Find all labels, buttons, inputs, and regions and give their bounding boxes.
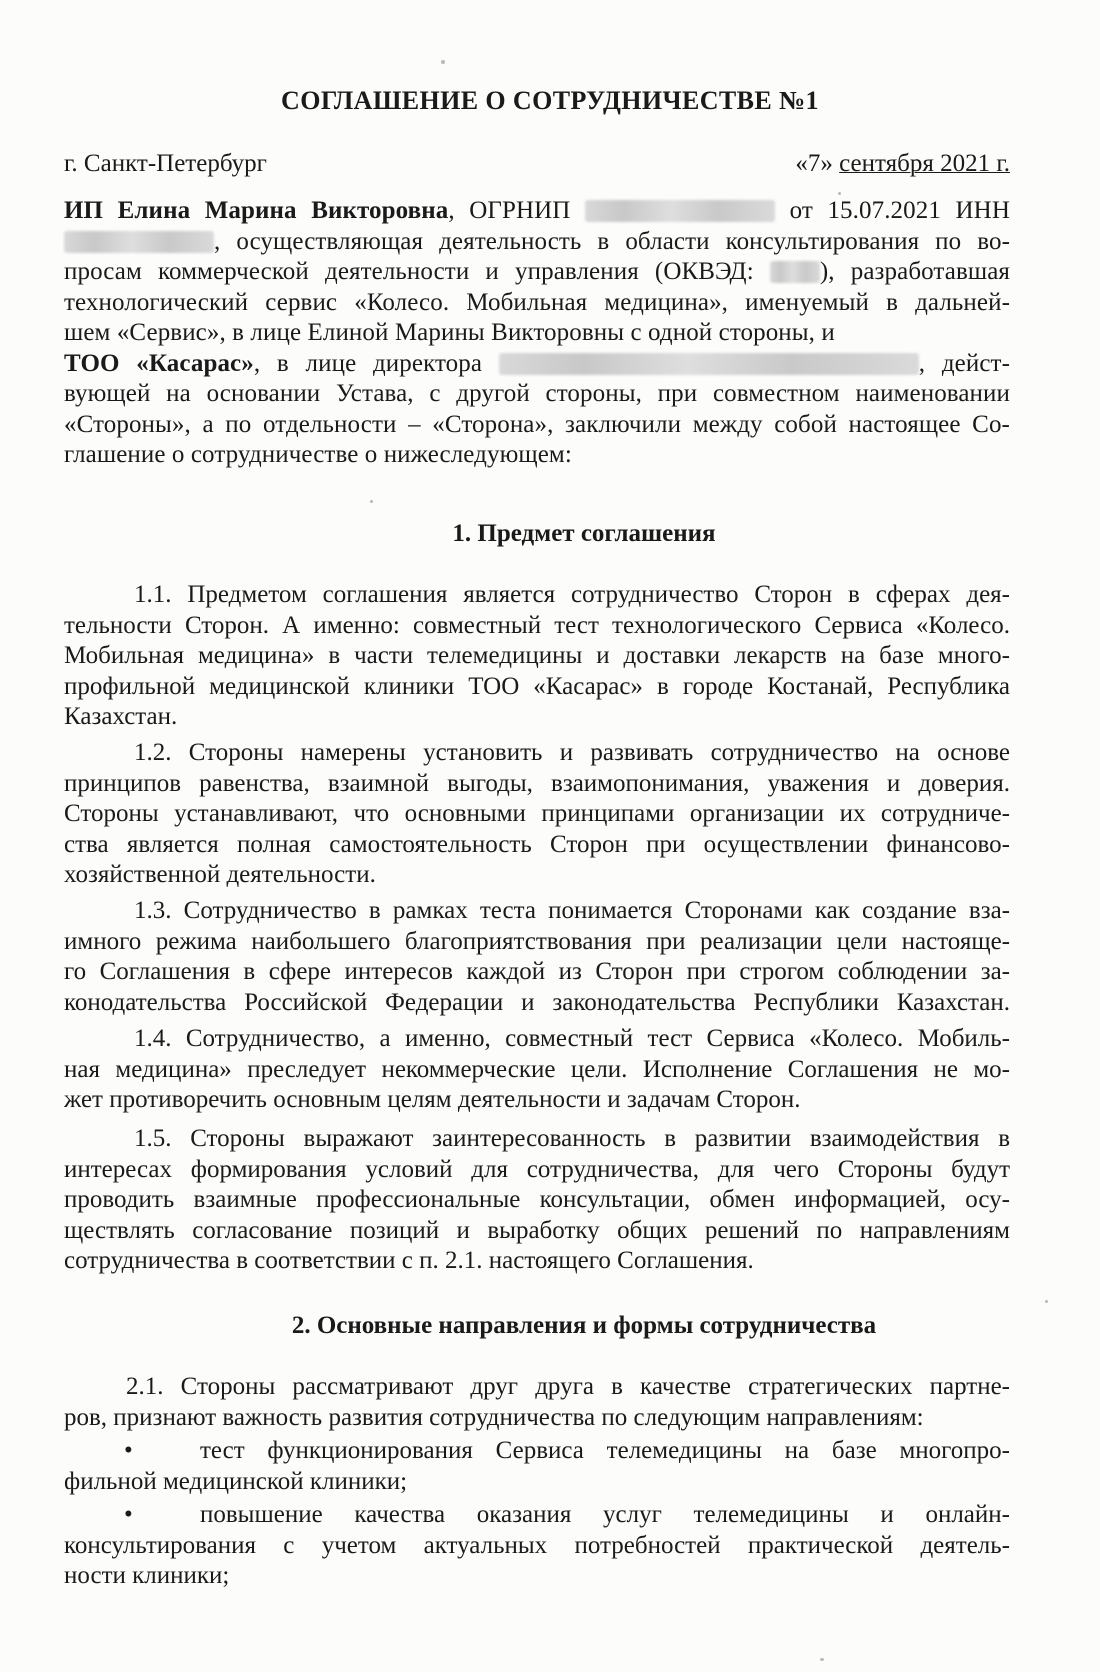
clause-1-2 bbox=[64, 738, 1010, 891]
scan-speck bbox=[838, 192, 841, 195]
clause-line: 1.5. Стороны выражают заинтересованность в развитии взаимодействия в bbox=[134, 1125, 1010, 1152]
clause-line: конодательства Российской Федерации и законодательства Республики Казахстан. bbox=[64, 988, 1010, 1016]
clause-line: ществлять согласование позиций и выработку общих решений по направлениям bbox=[64, 1216, 1010, 1244]
scan-speck bbox=[1045, 1300, 1048, 1303]
intro-text: ), разработавшая bbox=[819, 258, 1010, 285]
scan-speck bbox=[441, 60, 445, 64]
bullet-line: тест функционирования Сервиса телемедицины на базе многопро- bbox=[200, 1437, 1010, 1464]
intro-text: от 15.07.2021 ИНН bbox=[789, 197, 1010, 224]
intro-line: вующей на основании Устава, с другой стороны, при совместном наименовании bbox=[64, 380, 1010, 407]
intro-line bbox=[64, 257, 1010, 288]
intro-text: , осуществляющая деятельность в области консультирования по во- bbox=[214, 227, 1010, 255]
clause-line: принципов равенства, взаимной выгоды, взаимопонимания, уважения и доверия. bbox=[64, 769, 1010, 797]
clause-1-1 bbox=[64, 580, 1010, 733]
party-2-name: ТОО «Касарас» bbox=[64, 349, 254, 377]
clause-1-4 bbox=[64, 1024, 1010, 1116]
clause-line: Стороны устанавливают, что основными принципами организации их сотрудниче- bbox=[64, 800, 1010, 827]
clause-line: Казахстан. bbox=[64, 703, 178, 730]
clause-line: Мобильная медицина» в части телемедицины и доставки лекарств на базе много- bbox=[64, 642, 1010, 669]
clause-line: 2.1. Стороны рассматривают друг друга в качестве стратегических партне- bbox=[126, 1373, 1010, 1400]
bullet-item bbox=[64, 1436, 1010, 1497]
redacted-director-name bbox=[499, 353, 919, 375]
section-1-heading: 1. Предмет соглашения bbox=[452, 520, 716, 547]
intro-text: , в лице директора bbox=[253, 349, 483, 377]
bullet-item bbox=[64, 1500, 1010, 1592]
intro-text: , ОГРНИП bbox=[448, 197, 571, 224]
clause-line: проводить взаимные профессиональные консультации, обмен информацией, осу- bbox=[64, 1186, 1010, 1213]
date bbox=[795, 150, 1010, 178]
intro-text: просам коммерческой деятельности и управления (ОКВЭД: bbox=[64, 258, 754, 285]
redacted-okved bbox=[770, 261, 820, 283]
intro-line: глашение о сотрудничестве о нижеследующем: bbox=[64, 441, 572, 468]
intro-line bbox=[64, 227, 1010, 258]
bullet-line: ности клиники; bbox=[64, 1562, 230, 1589]
bullet-line: консультирования с учетом актуальных потребностей практической деятель- bbox=[64, 1531, 1010, 1559]
redacted-ogrnip bbox=[585, 200, 775, 222]
clause-line: ства является полная самостоятельность Сторон при осуществлении финансово- bbox=[64, 830, 1010, 858]
clause-line: жет противоречить основным целям деятельности и задачам Сторон. bbox=[64, 1086, 801, 1113]
clause-line: 1.4. Сотрудничество, а именно, совместный тест Сервиса «Колесо. Мобиль- bbox=[134, 1025, 1010, 1052]
intro-line bbox=[64, 349, 1010, 380]
intro-line: «Стороны», а по отдельности – «Сторона», заключили между собой настоящее Со- bbox=[64, 410, 1010, 438]
bullet-marker: • bbox=[124, 1437, 133, 1464]
clause-1-3 bbox=[64, 896, 1010, 1018]
clause-1-5 bbox=[64, 1124, 1010, 1277]
section-2-heading: 2. Основные направления и формы сотрудничества bbox=[291, 1312, 877, 1339]
scan-speck bbox=[820, 1658, 824, 1661]
bullet-line: повышение качества оказания услуг телемедицины и онлайн- bbox=[200, 1501, 1010, 1528]
intro-line: технологический сервис «Колесо. Мобильная медицина», именуемый в дальней- bbox=[64, 288, 1010, 316]
bullet-marker: • bbox=[124, 1501, 133, 1528]
scan-speck bbox=[370, 500, 373, 503]
city: г. Санкт-Петербург bbox=[64, 150, 267, 177]
bullet-line: фильной медицинской клиники; bbox=[64, 1467, 408, 1495]
clause-line: 1.1. Предметом соглашения является сотрудничество Сторон в сферах дея- bbox=[134, 581, 1010, 608]
clause-line: хозяйственной деятельности. bbox=[64, 861, 376, 888]
date-day: «7» bbox=[795, 150, 833, 177]
intro-text: , дейст- bbox=[918, 349, 1010, 377]
clause-line: профильной медицинской клиники ТОО «Касарас» в городе Костанай, Республика bbox=[64, 672, 1010, 700]
date-month-year: сентября 2021 г. bbox=[839, 150, 1010, 177]
clause-line: 1.2. Стороны намерены установить и развивать сотрудничество на основе bbox=[134, 739, 1010, 766]
intro-paragraph bbox=[64, 196, 1010, 471]
party-1-name: ИП Елина Марина Викторовна bbox=[64, 197, 449, 224]
clause-line: интересах формирования условий для сотрудничества, для чего Стороны будут bbox=[64, 1155, 1010, 1183]
clause-line: тельности Сторон. А именно: совместный тест технологического Сервиса «Колесо. bbox=[64, 611, 1010, 639]
clause-line: сотрудничества в соответствии с п. 2.1. настоящего Соглашения. bbox=[64, 1247, 754, 1274]
clause-2-1 bbox=[64, 1372, 1010, 1433]
clause-line: 1.3. Сотрудничество в рамках теста понимается Сторонами как создание вза- bbox=[134, 897, 1010, 924]
clause-line: ная медицина» преследует некоммерческие цели. Исполнение Соглашения не мо- bbox=[64, 1055, 1010, 1083]
clause-line: го Соглашения в сфере интересов каждой из Сторон при строгом соблюдении за- bbox=[64, 958, 1010, 985]
intro-line bbox=[64, 196, 1010, 227]
intro-line: шем «Сервис», в лице Елиной Марины Викторовны с одной стороны, и bbox=[64, 319, 835, 346]
redacted-inn bbox=[64, 231, 214, 253]
clause-line: имного режима наибольшего благоприятствования при реализации цели настояще- bbox=[64, 927, 1010, 955]
clause-line: ров, признают важность развития сотрудничества по следующим направлениям: bbox=[64, 1403, 924, 1431]
document-title: СОГЛАШЕНИЕ О СОТРУДНИЧЕСТВЕ №1 bbox=[281, 86, 819, 115]
